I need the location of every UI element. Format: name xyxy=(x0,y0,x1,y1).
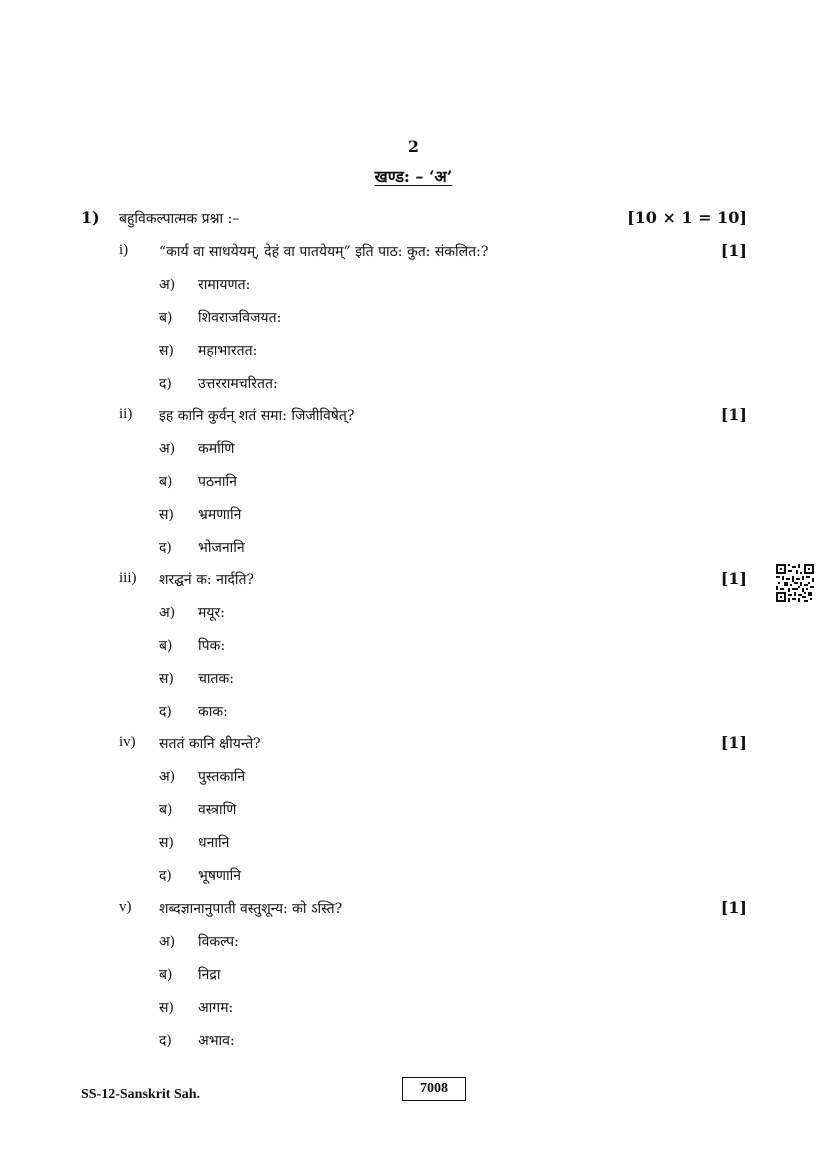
subquestion-marks: [1] xyxy=(720,733,747,752)
subquestion-label: i) xyxy=(119,242,129,258)
option-label: स) xyxy=(159,507,174,523)
subquestion-text: शरद्घनं क: नार्दति? xyxy=(159,572,255,588)
subquestion-text: इह कानि कुर्वन् शतं समा: जिजीविषेत्? xyxy=(159,408,355,424)
subquestion-text: सततं कानि क्षीयन्ते? xyxy=(159,736,261,752)
option-label: द) xyxy=(159,704,172,720)
paper-code: SS-12-Sanskrit Sah. xyxy=(81,1087,201,1102)
option-label: स) xyxy=(159,1000,174,1016)
option-label: द) xyxy=(159,1033,172,1049)
option-text: उत्तररामचरितत: xyxy=(198,376,278,392)
option-label: ब) xyxy=(159,474,173,490)
option-text: भ्रमणानि xyxy=(198,507,242,523)
option-label: द) xyxy=(159,868,172,884)
option-label: ब) xyxy=(159,802,173,818)
option-text: वस्त्राणि xyxy=(198,802,237,818)
subquestion-label: v) xyxy=(119,899,132,915)
subquestion-label: ii) xyxy=(119,406,133,422)
option-label: अ) xyxy=(159,277,176,293)
option-text: पठनानि xyxy=(198,474,237,490)
option-label: द) xyxy=(159,376,172,392)
subquestion-marks: [1] xyxy=(720,569,747,588)
subquestion-text: शब्दज्ञानानुपाती वस्तुशून्य: को ऽस्ति? xyxy=(159,901,343,917)
qr-code-icon xyxy=(776,564,814,602)
subquestion-marks: [1] xyxy=(720,898,747,917)
option-text: धनानि xyxy=(198,835,230,851)
option-text: शिवराजविजयत: xyxy=(198,310,282,326)
option-label: स) xyxy=(159,671,174,687)
section-title-text: खण्ड: – ‘अ’ xyxy=(374,167,453,186)
option-text: काक: xyxy=(198,704,228,720)
option-text: निद्रा xyxy=(198,967,221,983)
subquestion-marks: [1] xyxy=(720,241,747,260)
subquestion-marks: [1] xyxy=(720,405,747,424)
option-text: पिक: xyxy=(198,638,226,654)
option-text: महाभारतत: xyxy=(198,343,258,359)
option-text: चातक: xyxy=(198,671,234,687)
subquestion-text: “कार्य वा साधयेयम्, देहं वा पातयेयम्” इति पाठ: कुत: संकलित:? xyxy=(159,244,489,260)
page-box-number: 7008 xyxy=(402,1077,466,1101)
option-label: अ) xyxy=(159,605,176,621)
option-label: स) xyxy=(159,343,174,359)
question-title: बहुविकल्पात्मक प्रश्ना :– xyxy=(119,211,240,227)
section-title xyxy=(0,165,827,187)
subquestion-label: iv) xyxy=(119,734,136,750)
option-text: अभाव: xyxy=(198,1033,235,1049)
option-label: ब) xyxy=(159,967,173,983)
option-label: अ) xyxy=(159,441,176,457)
option-text: विकल्प: xyxy=(198,934,239,950)
option-text: पुस्तकानि xyxy=(198,769,246,785)
option-label: द) xyxy=(159,540,172,556)
option-label: अ) xyxy=(159,934,176,950)
option-text: कर्माणि xyxy=(198,441,235,457)
question-number: 1) xyxy=(81,208,100,227)
option-label: स) xyxy=(159,835,174,851)
option-text: आगम: xyxy=(198,1000,234,1016)
option-text: मयूर: xyxy=(198,605,225,621)
option-text: रामायणत: xyxy=(198,277,251,293)
page-number: 2 xyxy=(407,137,420,156)
option-text: भूषणानि xyxy=(198,868,242,884)
option-text: भोजनानि xyxy=(198,540,245,556)
option-label: अ) xyxy=(159,769,176,785)
subquestion-label: iii) xyxy=(119,570,137,586)
option-label: ब) xyxy=(159,310,173,326)
option-label: ब) xyxy=(159,638,173,654)
question-total-marks: [10 × 1 = 10] xyxy=(627,208,747,227)
